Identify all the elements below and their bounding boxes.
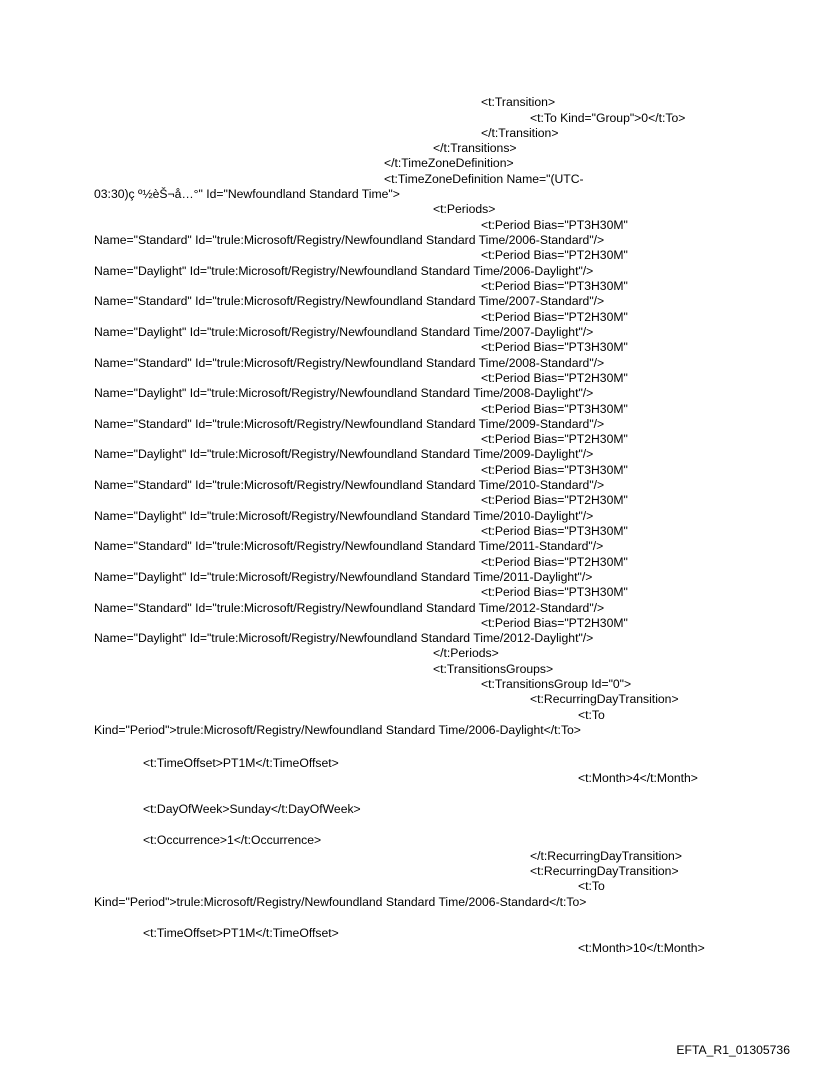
text-line: <t:TimeZoneDefinition Name="(UTC- [384, 172, 584, 186]
text-line: <t:Period Bias="PT2H30M" [481, 310, 628, 324]
text-line: Name="Standard" Id="trule:Microsoft/Registry/Newfoundland Standard Time/2007-Standard"/> [94, 294, 605, 308]
text-line: <t:TimeOffset>PT1M</t:TimeOffset> [143, 756, 339, 770]
text-line: Name="Daylight" Id="trule:Microsoft/Registry/Newfoundland Standard Time/2007-Daylight"/> [94, 325, 594, 339]
text-line: Name="Daylight" Id="trule:Microsoft/Registry/Newfoundland Standard Time/2010-Daylight"/> [94, 509, 594, 523]
text-line: <t:RecurringDayTransition> [530, 864, 679, 878]
text-line: Name="Daylight" Id="trule:Microsoft/Registry/Newfoundland Standard Time/2009-Daylight"/> [94, 447, 594, 461]
text-line: <t:Period Bias="PT3H30M" [481, 340, 628, 354]
text-line: <t:Period Bias="PT3H30M" [481, 279, 628, 293]
text-line: <t:To [578, 879, 605, 893]
text-line: <t:Period Bias="PT3H30M" [481, 524, 628, 538]
text-line: </t:TimeZoneDefinition> [384, 156, 514, 170]
text-line: <t:Period Bias="PT2H30M" [481, 616, 628, 630]
text-line: </t:Transition> [481, 126, 559, 140]
text-line: Name="Daylight" Id="trule:Microsoft/Registry/Newfoundland Standard Time/2006-Daylight"/> [94, 264, 594, 278]
text-line: <t:To [578, 708, 605, 722]
text-line: 03:30)ç º½èŠ¬å…°" Id="Newfoundland Standard Time"> [94, 187, 400, 201]
text-line: </t:RecurringDayTransition> [530, 849, 682, 863]
text-line: <t:Period Bias="PT3H30M" [481, 463, 628, 477]
text-line: <t:TimeOffset>PT1M</t:TimeOffset> [143, 926, 339, 940]
text-line: <t:Month>10</t:Month> [578, 941, 705, 955]
text-line: <t:Periods> [433, 202, 496, 216]
text-line: Name="Standard" Id="trule:Microsoft/Registry/Newfoundland Standard Time/2010-Standard"/> [94, 478, 605, 492]
text-line: <t:Period Bias="PT2H30M" [481, 555, 628, 569]
text-line: Name="Standard" Id="trule:Microsoft/Registry/Newfoundland Standard Time/2008-Standard"/> [94, 356, 605, 370]
text-line: </t:Transitions> [433, 141, 517, 155]
text-line: <t:Period Bias="PT3H30M" [481, 218, 628, 232]
text-line: Name="Standard" Id="trule:Microsoft/Registry/Newfoundland Standard Time/2006-Standard"/> [94, 233, 605, 247]
text-line: <t:Period Bias="PT3H30M" [481, 585, 628, 599]
text-line: <t:Period Bias="PT2H30M" [481, 248, 628, 262]
text-line: Name="Daylight" Id="trule:Microsoft/Registry/Newfoundland Standard Time/2008-Daylight"/> [94, 386, 594, 400]
text-line: <t:Period Bias="PT3H30M" [481, 402, 628, 416]
text-line: Kind="Period">trule:Microsoft/Registry/Newfoundland Standard Time/2006-Daylight</t:To> [94, 723, 581, 737]
text-line: <t:Transition> [481, 95, 556, 109]
text-line: <t:TransitionsGroup Id="0"> [481, 677, 632, 691]
text-line: </t:Periods> [433, 646, 499, 660]
text-line: Kind="Period">trule:Microsoft/Registry/Newfoundland Standard Time/2006-Standard</t:To> [94, 895, 587, 909]
text-line: <t:TransitionsGroups> [433, 662, 554, 676]
text-line: Name="Standard" Id="trule:Microsoft/Registry/Newfoundland Standard Time/2011-Standard"/> [94, 539, 604, 553]
text-line: Name="Daylight" Id="trule:Microsoft/Registry/Newfoundland Standard Time/2011-Daylight"/> [94, 570, 593, 584]
text-line: Name="Standard" Id="trule:Microsoft/Registry/Newfoundland Standard Time/2012-Standard"/> [94, 601, 605, 615]
text-line: <t:Period Bias="PT2H30M" [481, 493, 628, 507]
text-line: <t:DayOfWeek>Sunday</t:DayOfWeek> [143, 802, 361, 816]
text-line: <t:To Kind="Group">0</t:To> [530, 111, 686, 125]
document-id-footer: EFTA_R1_01305736 [676, 1043, 790, 1057]
text-line: <t:Period Bias="PT2H30M" [481, 432, 628, 446]
text-line: <t:RecurringDayTransition> [530, 692, 679, 706]
text-line: Name="Daylight" Id="trule:Microsoft/Registry/Newfoundland Standard Time/2012-Daylight"/> [94, 631, 594, 645]
text-line: Name="Standard" Id="trule:Microsoft/Registry/Newfoundland Standard Time/2009-Standard"/> [94, 417, 605, 431]
text-line: <t:Month>4</t:Month> [578, 771, 698, 785]
text-line: <t:Occurrence>1</t:Occurrence> [143, 833, 322, 847]
text-line: <t:Period Bias="PT2H30M" [481, 371, 628, 385]
